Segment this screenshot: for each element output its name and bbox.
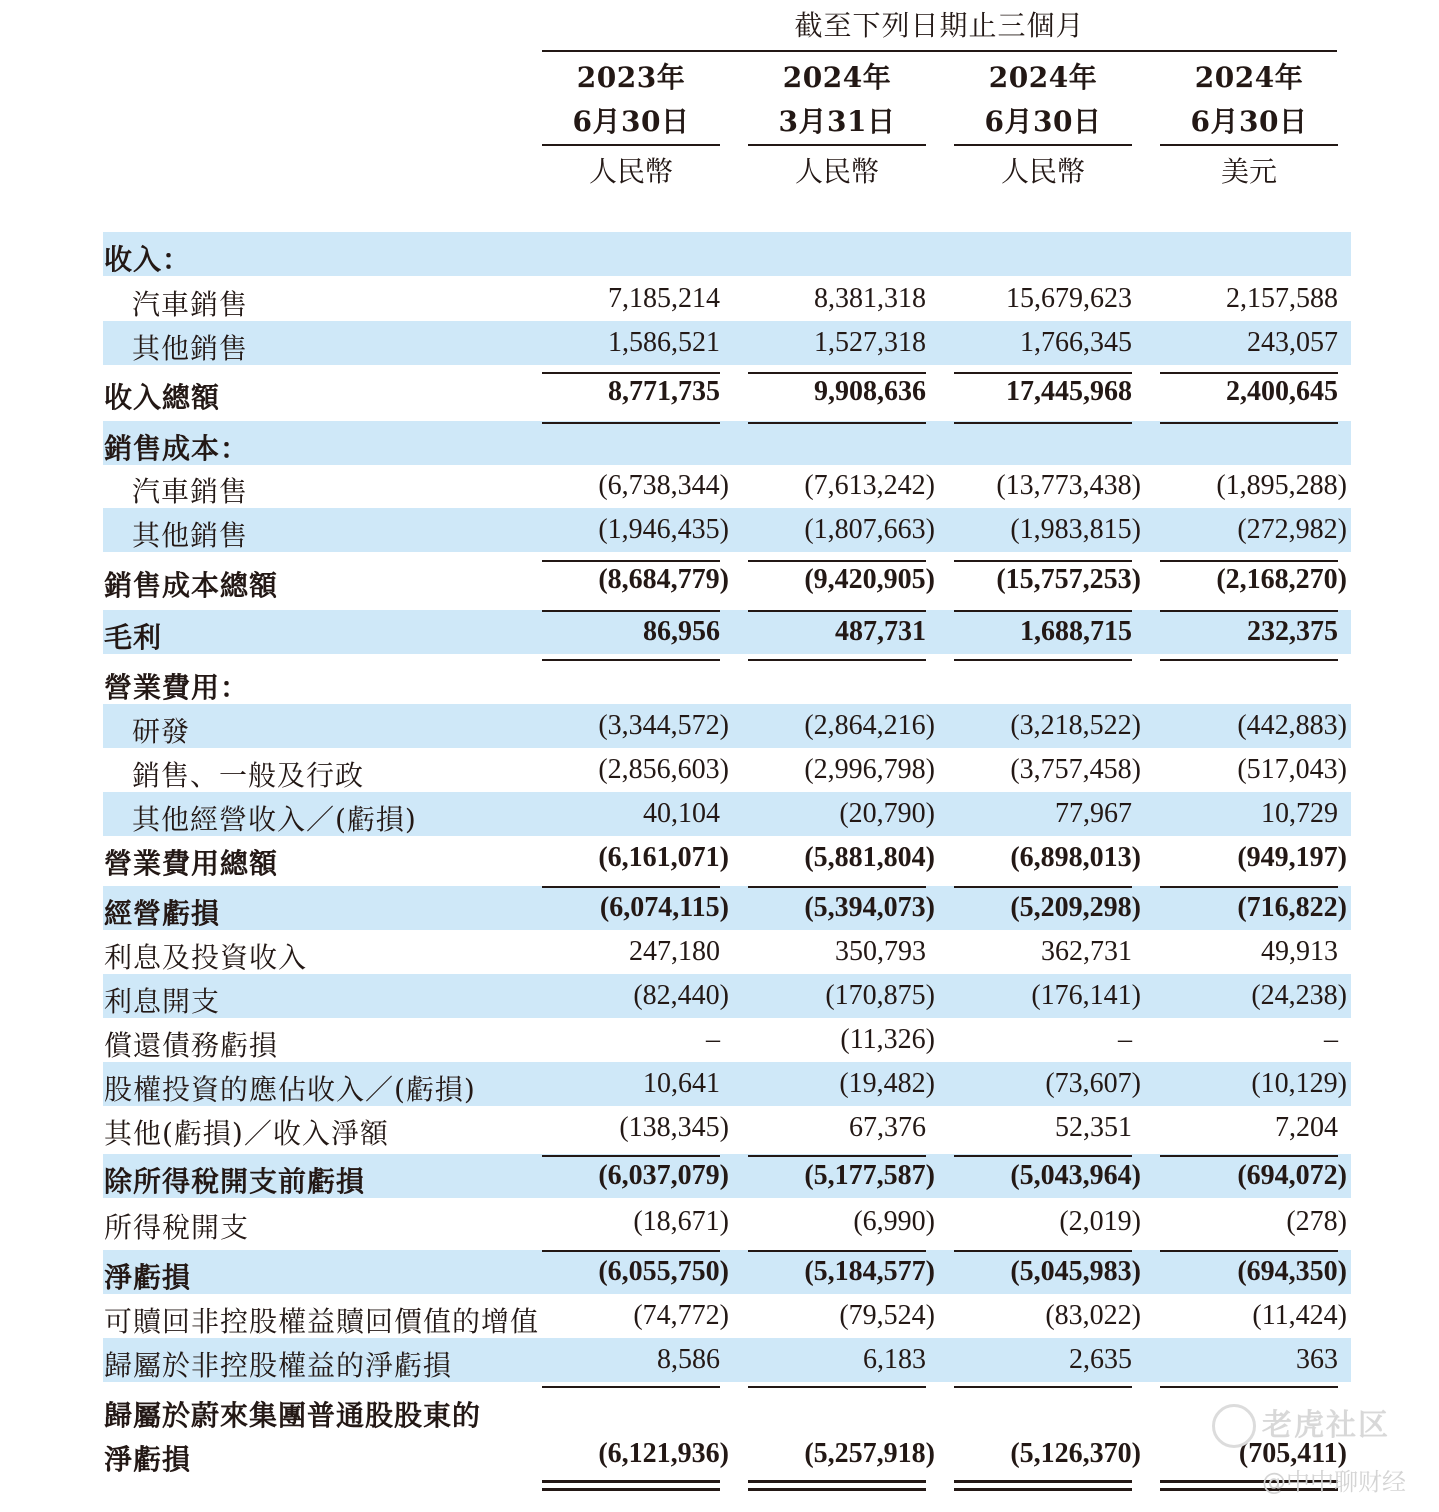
value-cell: (2,856,603) [598, 754, 729, 785]
table-row [0, 1068, 1439, 1112]
row-label: 其他銷售 [132, 332, 249, 365]
column-currency: 美元 [1220, 155, 1277, 188]
table-row [0, 470, 1439, 514]
value-cell: 17,445,968 [1006, 376, 1132, 407]
table-row [0, 616, 1439, 660]
table-row [0, 1112, 1439, 1156]
double-total-rule [954, 1488, 1132, 1491]
total-rule [748, 886, 926, 888]
value-cell: 15,679,623 [1006, 283, 1132, 314]
row-label: 其他(虧損)／收入淨額 [104, 1117, 389, 1150]
column-date: 3月31日 [778, 105, 896, 138]
double-total-rule [748, 1480, 926, 1483]
watermark-brand: 老虎社区 [1262, 1408, 1390, 1443]
value-cell: 52,351 [1055, 1112, 1132, 1143]
table-row [0, 1206, 1439, 1250]
total-rule [542, 610, 720, 612]
table-row [0, 1344, 1439, 1388]
table-row [0, 710, 1439, 754]
row-label: 營業費用總額 [104, 847, 279, 880]
value-cell: (24,238) [1251, 980, 1347, 1011]
value-cell: (5,043,964) [1010, 1160, 1141, 1191]
table-row [0, 514, 1439, 558]
column-date: 6月30日 [984, 105, 1102, 138]
value-cell: (3,218,522) [1010, 710, 1141, 741]
row-label: 股權投資的應佔收入／(虧損) [104, 1073, 476, 1106]
total-rule [954, 610, 1132, 612]
value-cell: 1,688,715 [1020, 616, 1132, 647]
value-cell: (1,807,663) [804, 514, 935, 545]
table-row [0, 327, 1439, 371]
value-cell: (6,055,750) [598, 1256, 729, 1287]
column-date: 6月30日 [572, 105, 690, 138]
value-cell: – [706, 1024, 720, 1055]
column-currency: 人民幣 [588, 155, 673, 188]
value-cell: (170,875) [825, 980, 935, 1011]
value-cell: (79,524) [839, 1300, 935, 1331]
value-cell: (6,990) [853, 1206, 935, 1237]
value-cell: 350,793 [835, 936, 926, 967]
value-cell: (5,394,073) [804, 892, 935, 923]
row-label: 汽車銷售 [132, 288, 249, 321]
value-cell: (2,864,216) [804, 710, 935, 741]
row-label: 可贖回非控股權益贖回價值的增值 [104, 1305, 540, 1338]
row-label: 除所得稅開支前虧損 [104, 1165, 366, 1198]
value-cell: 243,057 [1247, 327, 1338, 358]
table-row [0, 376, 1439, 420]
total-rule [542, 1386, 720, 1388]
value-cell: (176,141) [1031, 980, 1141, 1011]
row-label: 銷售成本： [104, 432, 250, 465]
column-year: 2023年 [576, 61, 686, 94]
value-cell: (11,424) [1252, 1300, 1347, 1331]
value-cell: 8,771,735 [608, 376, 720, 407]
value-cell: 247,180 [629, 936, 720, 967]
value-cell: (517,043) [1237, 754, 1347, 785]
value-cell: 77,967 [1055, 798, 1132, 829]
period-title: 截至下列日期止三個月 [794, 9, 1085, 42]
value-cell: (278) [1286, 1206, 1347, 1237]
value-cell: – [1324, 1024, 1338, 1055]
value-cell: (949,197) [1237, 842, 1347, 873]
value-cell: (272,982) [1237, 514, 1347, 545]
value-cell: (73,607) [1045, 1068, 1141, 1099]
row-label: 利息及投資收入 [104, 941, 308, 974]
value-cell: 8,586 [657, 1344, 720, 1375]
value-cell: 40,104 [643, 798, 720, 829]
table-row [0, 1256, 1439, 1300]
row-label: 收入： [104, 243, 192, 276]
value-cell: 1,527,318 [814, 327, 926, 358]
total-rule [1160, 1386, 1338, 1388]
double-total-rule [954, 1480, 1132, 1483]
value-cell: (74,772) [633, 1300, 729, 1331]
value-cell: (6,074,115) [599, 892, 729, 923]
value-cell: (6,037,079) [598, 1160, 729, 1191]
total-rule [954, 560, 1132, 562]
value-cell: (6,898,013) [1010, 842, 1141, 873]
value-cell: (9,420,905) [804, 564, 935, 595]
total-rule [542, 886, 720, 888]
double-total-rule [542, 1488, 720, 1491]
value-cell: (3,344,572) [598, 710, 729, 741]
value-cell: 6,183 [863, 1344, 926, 1375]
value-cell: 362,731 [1041, 936, 1132, 967]
value-cell: (5,209,298) [1010, 892, 1141, 923]
value-cell: (82,440) [633, 980, 729, 1011]
value-cell: (716,822) [1237, 892, 1347, 923]
total-rule [748, 610, 926, 612]
total-rule [954, 659, 1132, 661]
value-cell: (13,773,438) [996, 470, 1141, 501]
value-cell: (1,983,815) [1010, 514, 1141, 545]
header-rule [542, 50, 1337, 52]
total-rule [542, 1250, 720, 1252]
table-row [0, 427, 1439, 471]
value-cell: 232,375 [1247, 616, 1338, 647]
value-cell: 10,641 [643, 1068, 720, 1099]
total-rule [954, 886, 1132, 888]
total-rule [748, 1386, 926, 1388]
total-rule [1160, 372, 1338, 374]
value-cell: 86,956 [643, 616, 720, 647]
value-cell: 9,908,636 [814, 376, 926, 407]
total-rule [1160, 610, 1338, 612]
value-cell: (18,671) [633, 1206, 729, 1237]
total-rule [1160, 1250, 1338, 1252]
row-label: 銷售、一般及行政 [132, 759, 365, 792]
value-cell: (2,168,270) [1216, 564, 1347, 595]
table-row [0, 238, 1439, 282]
row-label: 毛利 [104, 621, 163, 654]
value-cell: 7,185,214 [608, 283, 720, 314]
value-cell: 7,204 [1275, 1112, 1338, 1143]
value-cell: 487,731 [835, 616, 926, 647]
value-cell: (442,883) [1237, 710, 1347, 741]
value-cell: 49,913 [1261, 936, 1338, 967]
column-header-rule [1160, 144, 1338, 146]
value-cell: (5,257,918) [804, 1438, 935, 1469]
value-cell: 2,400,645 [1226, 376, 1338, 407]
row-label: 利息開支 [104, 985, 221, 1018]
value-cell: – [1118, 1024, 1132, 1055]
row-label: 汽車銷售 [132, 475, 249, 508]
total-rule [1160, 560, 1338, 562]
value-cell: (11,326) [840, 1024, 935, 1055]
value-cell: 363 [1296, 1344, 1338, 1375]
value-cell: (5,177,587) [804, 1160, 935, 1191]
total-rule [748, 1155, 926, 1157]
column-year: 2024年 [988, 61, 1098, 94]
table-row [0, 666, 1439, 710]
total-rule [1160, 659, 1338, 661]
total-rule [954, 372, 1132, 374]
column-date: 6月30日 [1190, 105, 1308, 138]
table-row [0, 564, 1439, 608]
total-rule [748, 1250, 926, 1252]
value-cell: (5,126,370) [1010, 1438, 1141, 1469]
value-cell: (15,757,253) [996, 564, 1141, 595]
row-label: 歸屬於非控股權益的淨虧損 [104, 1349, 453, 1382]
row-label: 經營虧損 [104, 897, 221, 930]
value-cell: (694,072) [1237, 1160, 1347, 1191]
row-label: 所得稅開支 [104, 1211, 250, 1244]
row-label: 償還債務虧損 [104, 1029, 279, 1062]
column-header-rule [954, 144, 1132, 146]
value-cell: (6,121,936) [598, 1438, 729, 1469]
value-cell: (5,184,577) [804, 1256, 935, 1287]
value-cell: 1,766,345 [1020, 327, 1132, 358]
total-rule [542, 560, 720, 562]
value-cell: (19,482) [839, 1068, 935, 1099]
row-label: 歸屬於蔚來集團普通股股東的 [104, 1399, 482, 1432]
total-rule [542, 1155, 720, 1157]
value-cell: 67,376 [849, 1112, 926, 1143]
total-rule [1160, 886, 1338, 888]
table-row [0, 980, 1439, 1024]
row-label: 研發 [132, 715, 191, 748]
total-rule [542, 422, 720, 424]
value-cell: 2,157,588 [1226, 283, 1338, 314]
value-cell: (6,161,071) [598, 842, 729, 873]
value-cell: (2,019) [1059, 1206, 1141, 1237]
value-cell: (1,946,435) [598, 514, 729, 545]
value-cell: (5,881,804) [804, 842, 935, 873]
table-row [0, 798, 1439, 842]
double-total-rule [748, 1488, 926, 1491]
value-cell: (8,684,779) [598, 564, 729, 595]
value-cell: (694,350) [1237, 1256, 1347, 1287]
table-row [0, 283, 1439, 327]
total-rule [1160, 1155, 1338, 1157]
value-cell: 1,586,521 [608, 327, 720, 358]
value-cell: 2,635 [1069, 1344, 1132, 1375]
total-rule [748, 659, 926, 661]
value-cell: (10,129) [1251, 1068, 1347, 1099]
table-row [0, 1300, 1439, 1344]
total-rule [748, 372, 926, 374]
table-row [0, 892, 1439, 936]
column-currency: 人民幣 [1000, 155, 1085, 188]
total-rule [954, 1250, 1132, 1252]
watermark-author: @中中聊财经 [1262, 1468, 1406, 1496]
row-label: 其他銷售 [132, 519, 249, 552]
value-cell: (6,738,344) [598, 470, 729, 501]
value-cell: (2,996,798) [804, 754, 935, 785]
total-rule [748, 422, 926, 424]
column-header-rule [542, 144, 720, 146]
row-label: 收入總額 [104, 381, 221, 414]
value-cell: (138,345) [619, 1112, 729, 1143]
table-row [0, 936, 1439, 980]
value-cell: (1,895,288) [1216, 470, 1347, 501]
total-rule [542, 659, 720, 661]
row-label: 其他經營收入／(虧損) [132, 803, 417, 836]
value-cell: (7,613,242) [804, 470, 935, 501]
value-cell: (20,790) [839, 798, 935, 829]
table-row [0, 842, 1439, 886]
total-rule [542, 372, 720, 374]
column-header-rule [748, 144, 926, 146]
total-rule [748, 560, 926, 562]
column-year: 2024年 [1194, 61, 1304, 94]
column-year: 2024年 [782, 61, 892, 94]
tiger-logo-icon [1212, 1404, 1256, 1448]
value-cell: (5,045,983) [1010, 1256, 1141, 1287]
value-cell: (705,411) [1238, 1438, 1347, 1469]
table-row [0, 754, 1439, 798]
table-row [0, 1024, 1439, 1068]
row-label: 銷售成本總額 [104, 569, 279, 602]
total-rule [1160, 422, 1338, 424]
value-cell: 8,381,318 [814, 283, 926, 314]
total-rule [954, 1386, 1132, 1388]
row-label: 淨虧損 [104, 1261, 192, 1294]
total-rule [954, 1155, 1132, 1157]
row-label: 營業費用： [104, 671, 250, 704]
table-row [0, 1160, 1439, 1204]
column-currency: 人民幣 [794, 155, 879, 188]
value-cell: (83,022) [1045, 1300, 1141, 1331]
total-rule [954, 422, 1132, 424]
double-total-rule [542, 1480, 720, 1483]
value-cell: 10,729 [1261, 798, 1338, 829]
row-label: 淨虧損 [104, 1443, 192, 1476]
value-cell: (3,757,458) [1010, 754, 1141, 785]
